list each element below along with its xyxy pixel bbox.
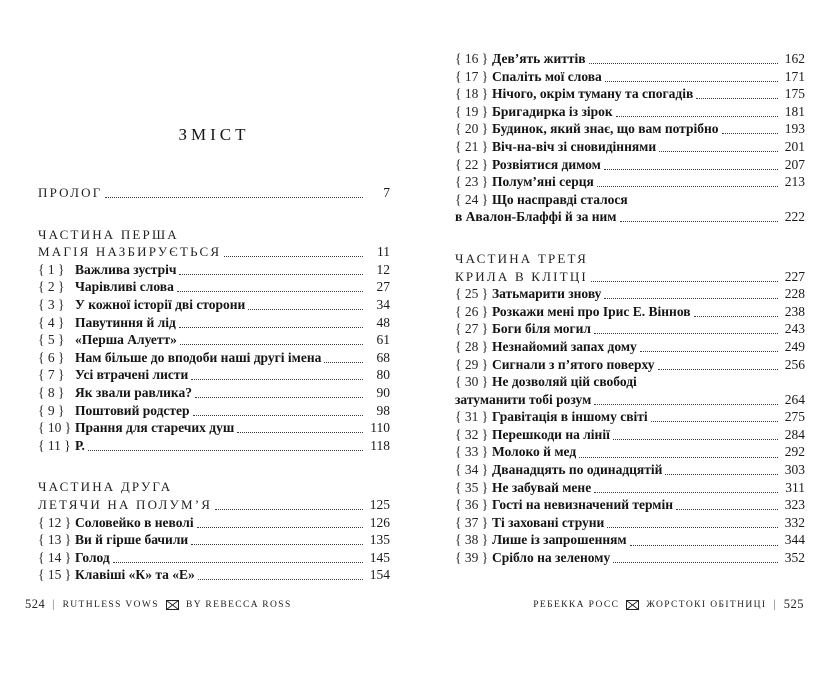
dot-leader (591, 281, 778, 282)
page-ref: 303 (784, 462, 805, 478)
dot-leader (579, 457, 778, 458)
chapter-number: { 29 } (455, 356, 489, 372)
page-ref: 228 (784, 286, 805, 302)
toc-entry-chapter (38, 402, 390, 420)
chapter-line1 (455, 191, 805, 209)
section-title-line2: КРИЛА В КЛІТЦІ (455, 268, 588, 284)
chapter-number: { 7 } (38, 367, 65, 383)
chapter-title: Будинок, який знає, що вам потрібно (492, 121, 719, 137)
dot-leader (113, 562, 363, 563)
toc-entry-chapter (455, 303, 805, 321)
page-ref: 256 (784, 356, 805, 372)
chapter-number: { 3 } (38, 296, 65, 312)
toc-section (38, 226, 390, 261)
page-ref: 110 (370, 420, 390, 436)
toc-entry-prologue (38, 184, 390, 202)
page-ref: 68 (376, 349, 390, 365)
chapter-title: Нічого, окрім туману та спогадів (492, 86, 694, 102)
toc-entry-chapter (455, 426, 805, 444)
envelope-icon (626, 600, 639, 610)
toc-entry-chapter (455, 173, 805, 191)
page-ref: 34 (376, 296, 390, 312)
page-ref: 249 (784, 338, 805, 354)
dot-leader (722, 133, 778, 134)
dot-leader (324, 362, 363, 363)
chapter-number: { 10 } (38, 420, 72, 436)
section-title-line1: ЧАСТИНА ДРУГА (38, 479, 173, 495)
chapter-title: Не дозволяй цій свободі (492, 374, 637, 390)
dot-leader (604, 298, 778, 299)
toc-entry-chapter (38, 278, 390, 296)
dot-leader (630, 545, 778, 546)
toc-entry-chapter-wrapped (455, 191, 805, 226)
chapter-number: { 5 } (38, 332, 65, 348)
toc-entry-chapter (455, 320, 805, 338)
dot-leader (613, 439, 778, 440)
chapter-number: { 28 } (455, 338, 489, 354)
chapter-title: У кожної історії дві сторони (75, 296, 246, 312)
chapter-title: Молоко й мед (492, 444, 577, 460)
toc-entry-chapter-wrapped (455, 373, 805, 408)
toc-list-left (38, 184, 390, 584)
chapter-title: Павутиння й лід (75, 314, 176, 330)
chapter-number: { 32 } (455, 426, 489, 442)
toc-entry-chapter (38, 437, 390, 455)
page-ref: 154 (369, 567, 390, 583)
chapter-title: Важлива зустріч (75, 261, 177, 277)
dot-leader (198, 579, 363, 580)
toc-section (38, 478, 390, 513)
chapter-line2 (455, 391, 805, 409)
chapter-number: { 34 } (455, 462, 489, 478)
toc-entry-chapter (455, 531, 805, 549)
dot-leader (88, 450, 363, 451)
toc-section (455, 250, 805, 285)
page-ref: 292 (784, 444, 805, 460)
chapter-title: Лише із запрошенням (492, 532, 627, 548)
footer-author-en: BY REBECCA ROSS (185, 599, 292, 610)
dot-leader (620, 221, 778, 222)
chapter-number: { 14 } (38, 549, 72, 565)
toc-entry-chapter (38, 514, 390, 532)
chapter-line2 (455, 208, 805, 226)
toc-entry-chapter (455, 156, 805, 174)
dot-leader (179, 327, 363, 328)
chapter-number: { 30 } (455, 374, 489, 390)
chapter-title: Боги біля могил (492, 321, 591, 337)
chapter-number: { 2 } (38, 279, 65, 295)
page-ref: 80 (376, 367, 390, 383)
page-ref: 61 (376, 332, 390, 348)
toc-entry-chapter (455, 68, 805, 86)
section-title-line1: ЧАСТИНА ПЕРША (38, 226, 179, 242)
chapter-title: «Перша Алуетт» (75, 332, 177, 348)
chapter-title: Нам більше до вподоби наші другі імена (75, 349, 322, 365)
chapter-title: Полум’яні серця (492, 174, 594, 190)
chapter-line1 (455, 373, 805, 391)
footer-book-title-ua: ЖОРСТОКІ ОБІТНИЦІ (646, 599, 767, 610)
chapter-title: Розвіятися димом (492, 156, 601, 172)
toc-entry-chapter (38, 366, 390, 384)
chapter-title: Усі втрачені листи (75, 367, 189, 383)
chapter-number: { 39 } (455, 550, 489, 566)
chapter-number: { 25 } (455, 286, 489, 302)
chapter-number: { 36 } (455, 497, 489, 513)
footer-left (25, 597, 292, 612)
dot-leader (640, 351, 778, 352)
toc-list-right (455, 50, 805, 567)
chapter-number: { 11 } (38, 437, 71, 453)
page-ref: 213 (784, 174, 805, 190)
section-title-line2-row (38, 496, 390, 514)
dot-leader (651, 421, 778, 422)
dot-leader (191, 379, 363, 380)
page-ref: 311 (785, 479, 805, 495)
page-ref: 171 (784, 68, 805, 84)
dot-leader (696, 98, 778, 99)
toc-entry-chapter (38, 549, 390, 567)
page-ref: 118 (370, 437, 390, 453)
toc-entry-chapter (455, 408, 805, 426)
footer-separator: | (52, 598, 56, 611)
page-ref: 175 (784, 86, 805, 102)
chapter-title: Дев’ять життів (492, 51, 586, 66)
toc-entry-chapter (38, 384, 390, 402)
chapter-title: Поштовий родстер (75, 402, 190, 418)
chapter-number: { 13 } (38, 532, 72, 548)
page-ref: 162 (784, 51, 805, 66)
page-ref: 344 (784, 532, 805, 548)
chapter-number: { 33 } (455, 444, 489, 460)
toc-entry-chapter (455, 120, 805, 138)
page-left (38, 0, 390, 584)
chapter-number: { 22 } (455, 156, 489, 172)
dot-leader (215, 509, 363, 510)
chapter-title: Як звали равлика? (75, 384, 193, 400)
page-ref: 207 (784, 156, 805, 172)
dot-leader (604, 169, 778, 170)
chapter-title: Не забувай мене (492, 479, 592, 495)
page-ref: 332 (784, 514, 805, 530)
page-ref: 352 (784, 550, 805, 566)
page-ref: 201 (784, 138, 805, 154)
toc-entry-chapter (38, 296, 390, 314)
page-ref: 125 (369, 496, 390, 512)
chapter-number: { 15 } (38, 567, 72, 583)
page-right (455, 0, 805, 567)
chapter-number: { 1 } (38, 261, 65, 277)
page-ref: 275 (784, 409, 805, 425)
page-ref: 7 (383, 185, 390, 200)
toc-entry-chapter (455, 338, 805, 356)
envelope-icon (166, 600, 179, 610)
chapter-number: { 8 } (38, 384, 65, 400)
chapter-title: Прання для старечих душ (75, 420, 235, 436)
chapter-title: Що насправді сталося (492, 191, 628, 207)
footer-right (533, 597, 804, 612)
toc-entry-chapter (455, 461, 805, 479)
page-number-right: 525 (783, 597, 804, 611)
page-ref: 11 (377, 244, 390, 260)
page-ref: 181 (784, 103, 805, 119)
page-ref: 284 (784, 426, 805, 442)
chapter-number: { 23 } (455, 174, 489, 190)
toc-entry-chapter (38, 314, 390, 332)
dot-leader (605, 81, 778, 82)
toc-entry-chapter (455, 514, 805, 532)
chapter-number: { 20 } (455, 121, 489, 137)
chapter-number: { 6 } (38, 349, 65, 365)
toc-entry-chapter (455, 496, 805, 514)
chapter-number: { 35 } (455, 479, 489, 495)
chapter-title: Бригадирка із зірок (492, 103, 613, 119)
chapter-number: { 27 } (455, 321, 489, 337)
dot-leader (694, 316, 778, 317)
toc-entry-chapter (38, 331, 390, 349)
chapter-number: { 17 } (455, 68, 489, 84)
page-ref: 27 (376, 279, 390, 295)
section-title-line2-row (38, 243, 390, 261)
toc-entry-chapter (38, 349, 390, 367)
chapter-title: Чарівливі слова (75, 279, 174, 295)
footer-separator: | (773, 598, 777, 611)
chapter-title: Клавіші «К» та «Е» (75, 567, 195, 583)
chapter-title: Перешкоди на лінії (492, 426, 610, 442)
chapter-title: Сигнали з п’ятого поверху (492, 356, 655, 372)
dot-leader (589, 63, 778, 64)
dot-leader (180, 344, 363, 345)
toc-entry-chapter (455, 356, 805, 374)
chapter-title: Соловейко в неволі (75, 514, 194, 530)
section-title-line2: МАГІЯ НАЗБИРУЄТЬСЯ (38, 244, 222, 260)
toc-entry-chapter (455, 443, 805, 461)
dot-leader (105, 197, 363, 198)
chapter-number: { 26 } (455, 303, 489, 319)
footer-book-title-en: RUTHLESS VOWS (62, 599, 159, 610)
entry-label: ПРОЛОГ (38, 185, 103, 200)
chapter-number: { 21 } (455, 138, 489, 154)
dot-leader (597, 186, 778, 187)
section-title-line2-row (455, 268, 805, 286)
dot-leader (594, 404, 778, 405)
page-ref: 48 (376, 314, 390, 330)
dot-leader (248, 309, 363, 310)
chapter-title: Затьмарити знову (492, 286, 602, 302)
chapter-title-continued: затуманити тобі розум (455, 391, 592, 407)
page-ref: 222 (784, 209, 805, 225)
toc-entry-chapter (38, 531, 390, 549)
toc-entry-chapter (455, 285, 805, 303)
dot-leader (658, 369, 778, 370)
dot-leader (665, 474, 778, 475)
page-ref: 135 (369, 532, 390, 548)
page-ref: 12 (376, 261, 390, 277)
toc-entry-chapter (455, 138, 805, 156)
dot-leader (191, 544, 363, 545)
dot-leader (237, 432, 363, 433)
page-ref: 238 (784, 303, 805, 319)
page-ref: 98 (376, 402, 390, 418)
dot-leader (676, 509, 778, 510)
dot-leader (616, 116, 778, 117)
chapter-number: { 31 } (455, 409, 489, 425)
chapter-title: Спаліть мої слова (492, 68, 602, 84)
chapter-number: { 16 } (455, 51, 489, 66)
dot-leader (177, 291, 363, 292)
dot-leader (659, 151, 778, 152)
page-ref: 264 (784, 391, 805, 407)
section-title-line2: ЛЕТЯЧИ НА ПОЛУМ’Я (38, 496, 213, 512)
dot-leader (195, 397, 363, 398)
chapter-title: Р. (75, 437, 85, 453)
page-ref: 227 (784, 268, 805, 284)
chapter-number: { 4 } (38, 314, 65, 330)
chapter-title: Незнайомий запах дому (492, 338, 637, 354)
chapter-number: { 18 } (455, 86, 489, 102)
chapter-number: { 19 } (455, 103, 489, 119)
toc-entry-chapter (38, 261, 390, 279)
chapter-title: Гравітація в іншому світі (492, 409, 648, 425)
chapter-title: Срібло на зеленому (492, 550, 611, 566)
dot-leader (197, 527, 363, 528)
chapter-title: Ті заховані струни (492, 514, 605, 530)
page-number-left: 524 (25, 597, 46, 611)
chapter-title: Віч-на-віч зі сновидіннями (492, 138, 657, 154)
dot-leader (193, 415, 363, 416)
page-ref: 323 (784, 497, 805, 513)
toc-title: ЗМІСТ (178, 125, 250, 144)
chapter-number: { 37 } (455, 514, 489, 530)
toc-entry-chapter (455, 549, 805, 567)
page-ref: 145 (369, 549, 390, 565)
dot-leader (594, 492, 778, 493)
section-title-line1: ЧАСТИНА ТРЕТЯ (455, 250, 589, 266)
toc-entry-chapter (455, 103, 805, 121)
chapter-title: Гості на невизначений термін (492, 497, 674, 513)
dot-leader (594, 333, 778, 334)
dot-leader (607, 527, 778, 528)
page-ref: 193 (784, 121, 805, 137)
footer-author-ua: РЕБЕККА РОСС (533, 599, 620, 610)
dot-leader (224, 256, 363, 257)
chapter-title: Голод (75, 549, 110, 565)
chapter-number: { 24 } (455, 191, 489, 207)
chapter-number: { 9 } (38, 402, 65, 418)
chapter-number: { 38 } (455, 532, 489, 548)
toc-entry-chapter (38, 566, 390, 584)
toc-entry-chapter (455, 50, 805, 68)
chapter-title: Ви й гірше бачили (75, 532, 189, 548)
page-ref: 126 (369, 514, 390, 530)
toc-entry-chapter (38, 419, 390, 437)
dot-leader (179, 274, 363, 275)
chapter-number: { 12 } (38, 514, 72, 530)
page-ref: 243 (784, 321, 805, 337)
page-ref: 90 (376, 384, 390, 400)
dot-leader (613, 562, 778, 563)
chapter-title: Дванадцять по одинадцятій (492, 462, 663, 478)
chapter-title-continued: в Авалон-Блаффі й за ним (455, 209, 617, 225)
toc-entry-chapter (455, 85, 805, 103)
chapter-title: Розкажи мені про Ірис Е. Віннов (492, 303, 691, 319)
toc-entry-chapter (455, 479, 805, 497)
